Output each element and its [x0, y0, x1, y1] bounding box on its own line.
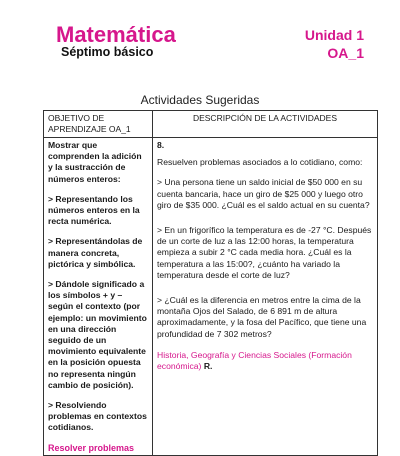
- activities-table: [43, 110, 378, 456]
- activity-intro: Resuelven problemas asociados a lo cotidiano, como:: [157, 157, 363, 168]
- activity-item: > ¿Cuál es la diferencia en metros entre la cima de la montaña Ojos del Salado, de 6 891 m de altura aproximadamente, y la fosa del Pacífico, que tiene una profundidad de 7 302 metros?: [157, 295, 367, 339]
- table-row: [44, 138, 378, 456]
- activity-number: 8.: [157, 140, 165, 150]
- objective-item: > Representando los números enteros en la recta numérica.: [48, 193, 140, 227]
- cross-reference-tag: R.: [203, 361, 213, 372]
- cross-reference: [157, 350, 373, 372]
- objective-item: > Dándole significado a los símbolos + y – según el contexto (por ejemplo: un movimiento en una dirección seguido de un movimiento equivalente en la posición opuesta no representa ningún cambio de posición).: [48, 279, 147, 390]
- unit-label: Unidad 1: [304, 27, 364, 43]
- description-column-header: DESCRIPCIÓN DE LA ACTIVIDADES: [153, 111, 378, 138]
- cross-reference-text: Historia, Geografía y Ciencias Sociales (Formación económica): [157, 349, 352, 372]
- objective-column-header: OBJETIVO DE APRENDIZAJE OA_1: [44, 111, 153, 138]
- activity-item: > Una persona tiene un saldo inicial de $50 000 en su cuenta bancaria, hace un giro de $25 000 y luego otro giro de $35 000. ¿Cuál es el saldo actual en su cuenta?: [157, 177, 370, 210]
- page-title: Matemática: [56, 22, 176, 47]
- page-subtitle: Séptimo básico: [61, 45, 154, 59]
- description-cell: [153, 138, 378, 456]
- section-title: Actividades Sugeridas: [140, 93, 260, 107]
- activity-item: > En un frigorífico la temperatura es de -27 °C. Después de un corte de luz a las 12:00 horas, la temperatura empieza a subir 2 °C cada media hora. ¿Cuál es la temperatura a las 15:00?, ¿cuánto ha variado la temperatura desde el corte de luz?: [157, 225, 372, 280]
- objective-intro: Mostrar que comprenden la adición y la sustracción de números enteros:: [48, 140, 142, 184]
- objective-cell: [44, 138, 153, 456]
- oa-label: OA_1: [327, 45, 364, 61]
- objective-item: > Resolviendo problemas en contextos cotidianos.: [48, 400, 147, 433]
- table-header-row: [44, 111, 378, 138]
- objective-item: > Representándolas de manera concreta, pictórica y simbólica.: [48, 236, 143, 269]
- objective-footer: Resolver problemas: [48, 442, 135, 453]
